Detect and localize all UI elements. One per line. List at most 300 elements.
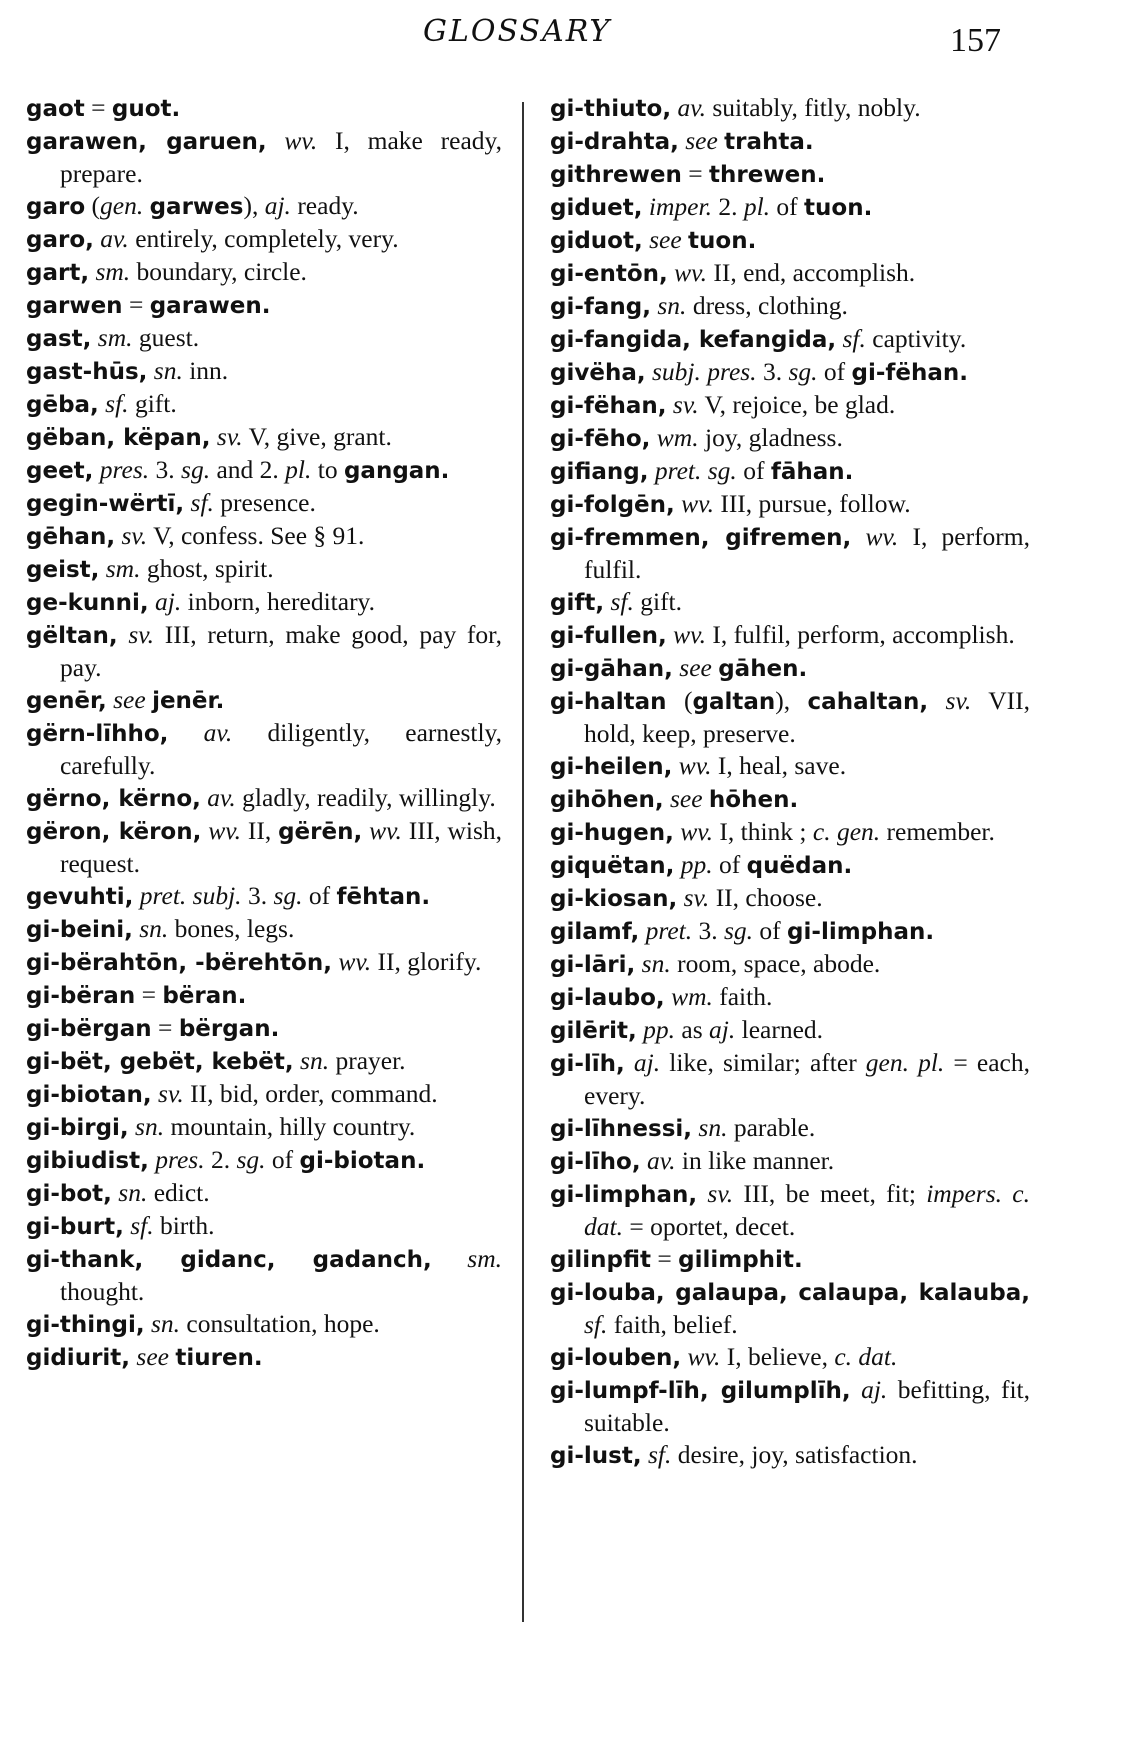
grammar-abbrev: sg. [723, 916, 754, 945]
grammar-abbrev: sv. [128, 620, 155, 649]
grammar-abbrev: see [679, 653, 712, 682]
headword: gi-folgēn, [550, 492, 675, 518]
headword: gi-laubo, [550, 985, 665, 1011]
glossary-entry [550, 586, 1030, 619]
headword: gi-biotan. [299, 1148, 426, 1174]
headword: gidiurit, [26, 1345, 131, 1371]
glossary-entry [26, 1243, 502, 1308]
headword: gi-beini, [26, 917, 133, 943]
glossary-entry [26, 125, 502, 190]
glossary-entry [26, 454, 502, 487]
grammar-abbrev: pp. [643, 1015, 676, 1044]
glossary-entry [550, 257, 1030, 290]
grammar-abbrev: wm. [671, 982, 713, 1011]
headword: gilinpfit [550, 1247, 651, 1273]
definition-text: in like manner. [675, 1146, 835, 1175]
headword: geist, [26, 557, 100, 583]
glossary-entry [26, 815, 502, 880]
headword: gërno, kërno, [26, 786, 201, 812]
headword: gi-louba, galaupa, calaupa, kalauba, [550, 1280, 1030, 1306]
glossary-entry [550, 849, 1030, 882]
glossary-entry [550, 323, 1030, 356]
definition-text: faith, belief. [607, 1310, 738, 1339]
definition-text: prayer. [329, 1046, 406, 1075]
definition-text: ( [666, 686, 693, 715]
glossary-entry [550, 783, 1030, 816]
grammar-abbrev: sv. [683, 883, 710, 912]
headword: genēr, [26, 688, 107, 714]
grammar-abbrev: wv. [865, 522, 899, 551]
grammar-abbrev: sn. [139, 914, 169, 943]
headword: giduet, [550, 195, 643, 221]
definition-text: I, think ; [713, 817, 813, 846]
definition-text: gladly, readily, willingly. [235, 783, 496, 812]
grammar-abbrev: aj. [633, 1048, 661, 1077]
headword: gi-gāhan, [550, 656, 673, 682]
definition-text [118, 620, 129, 649]
glossary-entry [26, 322, 502, 355]
grammar-abbrev: sm. [105, 554, 141, 583]
glossary-entry [550, 158, 1030, 191]
glossary-entry [550, 981, 1030, 1014]
glossary-entry [26, 355, 502, 388]
headword: gi-bët, gebët, kebët, [26, 1049, 294, 1075]
definition-text: = [122, 290, 150, 319]
glossary-entry [26, 190, 502, 223]
headword: gi-haltan [550, 689, 667, 715]
grammar-abbrev: sv. [121, 521, 148, 550]
glossary-entry [26, 388, 502, 421]
glossary-entry [26, 1341, 502, 1374]
definition-text: III, be meet, fit; [733, 1179, 927, 1208]
grammar-abbrev: see [136, 1342, 169, 1371]
headword: gëron, këron, [26, 819, 202, 845]
headword: gi-drahta, [550, 129, 679, 155]
headword: fēhtan. [336, 884, 431, 910]
headword: trahta. [724, 129, 814, 155]
glossary-entry [550, 1047, 1030, 1112]
definition-text: III, pursue, follow. [713, 489, 911, 518]
headword: gi-fēho, [550, 426, 651, 452]
headword: gëban, këpan, [26, 425, 211, 451]
definition-text [697, 1179, 707, 1208]
definition-text: I, heal, save. [711, 751, 847, 780]
glossary-entry [26, 782, 502, 815]
grammar-abbrev: pres. [99, 455, 150, 484]
definition-text: gift. [633, 587, 683, 616]
definition-text: II, bid, order, command. [183, 1079, 438, 1108]
definition-text [267, 126, 285, 155]
glossary-entry [26, 520, 502, 553]
glossary-entry [550, 125, 1030, 158]
glossary-entry [550, 685, 1030, 750]
glossary-entry [550, 1341, 1030, 1374]
headword: gi-fëhan. [851, 360, 969, 386]
page-number: 157 [950, 22, 1001, 59]
headword: gi-fangida, kefangida, [550, 327, 837, 353]
headword: galtan [692, 689, 776, 715]
definition-text: bones, legs. [168, 914, 295, 943]
definition-text: presence. [213, 488, 316, 517]
definition-text: of [265, 1145, 300, 1174]
glossary-entry [26, 586, 502, 619]
column-divider [522, 102, 524, 1622]
glossary-entry [26, 979, 502, 1012]
definition-text: 3. [692, 916, 724, 945]
headword: gaot [26, 96, 85, 122]
grammar-abbrev: aj. [709, 1015, 736, 1044]
definition-text: of [302, 881, 337, 910]
grammar-abbrev: wv. [673, 620, 706, 649]
grammar-abbrev: wv. [680, 817, 714, 846]
definition-text: V, confess. See § 91. [147, 521, 365, 550]
headword: ge-kunni, [26, 590, 149, 616]
grammar-abbrev: gen. pl. [865, 1048, 945, 1077]
definition-text: of [817, 357, 852, 386]
definition-text: edict. [147, 1178, 210, 1207]
definition-text: of [736, 456, 771, 485]
grammar-abbrev: av. [646, 1146, 676, 1175]
glossary-entry [550, 92, 1030, 125]
headword: garo, [26, 227, 94, 253]
headword: gilimphit. [678, 1247, 803, 1273]
grammar-abbrev: wv. [208, 816, 242, 845]
glossary-entry [26, 880, 502, 913]
definition-text: 3. [149, 455, 182, 484]
definition-text: inborn, hereditary. [181, 587, 376, 616]
definition-text: consultation, hope. [180, 1309, 380, 1338]
definition-text: and 2. [210, 455, 286, 484]
glossary-entry [550, 224, 1030, 257]
headword: garwen [26, 293, 123, 319]
definition-text: V, rejoice, be glad. [698, 390, 896, 419]
grammar-abbrev: pret. sg. [654, 456, 737, 485]
headword: givëha, [550, 360, 646, 386]
headword: gi-burt, [26, 1214, 124, 1240]
definition-text: dress, clothing. [686, 291, 848, 320]
headword: gi-limphan, [550, 1182, 698, 1208]
definition-text [625, 1048, 634, 1077]
glossary-entry [550, 389, 1030, 422]
definition-text: III, return, make good, pay for, pay. [60, 620, 502, 682]
definition-text: ), [243, 191, 265, 220]
glossary-entry [550, 1014, 1030, 1047]
glossary-entry [550, 290, 1030, 323]
definition-text: 3. [756, 357, 789, 386]
headword: tuon. [804, 195, 873, 221]
glossary-column-right [550, 92, 1030, 1472]
grammar-abbrev: wv. [674, 258, 707, 287]
headword: gi-kiosan, [550, 886, 678, 912]
glossary-entry [550, 915, 1030, 948]
glossary-entry [550, 1374, 1030, 1439]
definition-text: V, give, grant. [242, 422, 392, 451]
glossary-entry [550, 356, 1030, 389]
grammar-abbrev: sn. [641, 949, 671, 978]
definition-text: III, wish, request. [60, 816, 503, 878]
glossary-entry [26, 289, 502, 322]
glossary-entry [26, 256, 502, 289]
definition-text [432, 1244, 468, 1273]
grammar-abbrev: sf. [190, 488, 214, 517]
definition-text: II, glorify. [371, 947, 482, 976]
grammar-abbrev: av. [207, 783, 236, 812]
headword: gāhen. [718, 656, 808, 682]
definition-text: joy, gladness. [698, 423, 843, 452]
grammar-abbrev: av. [203, 718, 233, 747]
definition-text: I, perform, fulfil. [584, 522, 1031, 584]
glossary-entry [550, 1112, 1030, 1145]
glossary-entry [550, 521, 1030, 586]
grammar-abbrev: sg. [236, 1145, 266, 1174]
definition-text [851, 522, 865, 551]
glossary-entry [550, 1439, 1030, 1472]
grammar-abbrev: sf. [610, 587, 634, 616]
grammar-abbrev: pret. [645, 916, 693, 945]
headword: gi-heilen, [550, 754, 673, 780]
headword: gi-entōn, [550, 261, 668, 287]
definition-text: = [681, 159, 710, 188]
headword: gi-birgi, [26, 1115, 129, 1141]
headword: gihōhen, [550, 787, 664, 813]
headword: gi-fang, [550, 294, 651, 320]
headword: gi-lumpf-līh, gilumplīh, [550, 1378, 851, 1404]
headword: gi-fëhan, [550, 393, 667, 419]
headword: gast, [26, 326, 92, 352]
definition-text: faith. [712, 982, 773, 1011]
glossary-entry [26, 946, 502, 979]
grammar-abbrev: wv. [687, 1342, 721, 1371]
definition-text: 3. [241, 881, 274, 910]
definition-text: VII, hold, keep, preserve. [584, 686, 1030, 748]
headword: jenēr. [152, 688, 225, 714]
definition-text: 2. [204, 1145, 237, 1174]
grammar-abbrev: sm. [467, 1244, 503, 1273]
definition-text: = [651, 1244, 679, 1273]
definition-text: birth. [153, 1211, 215, 1240]
headword: garawen. [149, 293, 271, 319]
grammar-abbrev: sg. [273, 881, 303, 910]
grammar-abbrev: sf. [647, 1440, 672, 1469]
grammar-abbrev: see [113, 685, 146, 714]
grammar-abbrev: sv. [672, 390, 699, 419]
grammar-abbrev: c. dat. [834, 1342, 898, 1371]
grammar-abbrev: sf. [105, 389, 129, 418]
headword: garawen, garuen, [26, 129, 267, 155]
grammar-abbrev: pl. [285, 455, 312, 484]
glossary-entry [26, 684, 502, 717]
glossary-entry [550, 750, 1030, 783]
glossary-entry [26, 717, 502, 782]
definition-text: inn. [182, 356, 229, 385]
headword: gërēn, [278, 819, 363, 845]
headword: gart, [26, 260, 90, 286]
headword: gi-hugen, [550, 820, 674, 846]
grammar-abbrev: sv. [707, 1179, 734, 1208]
definition-text: learned. [735, 1015, 824, 1044]
glossary-entry [26, 92, 502, 125]
headword: giduot, [550, 228, 643, 254]
glossary-entry [26, 1045, 502, 1078]
definition-text: II, end, accomplish. [706, 258, 916, 287]
grammar-abbrev: sv. [158, 1079, 184, 1108]
definition-text: like, similar; after [660, 1048, 866, 1077]
headword: gifiang, [550, 459, 649, 485]
grammar-abbrev: sf. [130, 1211, 154, 1240]
headword: gēhan, [26, 524, 116, 550]
grammar-abbrev: wv. [681, 489, 714, 518]
definition-text: I, fulfil, perform, accomplish. [705, 620, 1015, 649]
glossary-column-left [26, 92, 502, 1374]
headword: gi-lust, [550, 1443, 642, 1469]
definition-text: captivity. [865, 324, 967, 353]
glossary-entry [550, 455, 1030, 488]
definition-text: of [712, 850, 747, 879]
glossary-entry [550, 619, 1030, 652]
headword: gi-louben, [550, 1345, 682, 1371]
headword: guot. [111, 96, 181, 122]
definition-text: of [770, 192, 805, 221]
grammar-abbrev: aj. [861, 1375, 888, 1404]
glossary-entry [26, 1177, 502, 1210]
grammar-abbrev: pres. [155, 1145, 205, 1174]
definition-text: thought. [60, 1277, 145, 1306]
headword: gevuhti, [26, 884, 134, 910]
headword: bëran. [162, 983, 247, 1009]
definition-text: desire, joy, satisfaction. [671, 1440, 918, 1469]
grammar-abbrev: impers. c. dat. [584, 1179, 1030, 1241]
headword: gi-thingi, [26, 1312, 145, 1338]
definition-text: parable. [727, 1113, 816, 1142]
headword: garo [26, 194, 86, 220]
definition-text: entirely, completely, very. [128, 224, 399, 253]
grammar-abbrev: sn. [135, 1112, 165, 1141]
grammar-abbrev: wv. [678, 751, 712, 780]
glossary-entry [26, 1308, 502, 1341]
grammar-abbrev: aj. [264, 191, 291, 220]
grammar-abbrev: gen. [100, 191, 144, 220]
headword: gi-bot, [26, 1181, 112, 1207]
glossary-entry [26, 1012, 502, 1045]
definition-text: = [84, 93, 112, 122]
grammar-abbrev: sn. [300, 1046, 330, 1075]
grammar-abbrev: av. [677, 93, 706, 122]
grammar-abbrev: see [669, 784, 703, 813]
definition-text: = [151, 1013, 179, 1042]
glossary-entry [550, 1243, 1030, 1276]
definition-text [851, 1375, 861, 1404]
definition-text: suitably, fitly, nobly. [706, 93, 921, 122]
headword: tiuren. [175, 1345, 263, 1371]
headword: gangan. [343, 458, 450, 484]
headword: geet, [26, 458, 94, 484]
grammar-abbrev: wm. [656, 423, 699, 452]
glossary-entry [26, 1210, 502, 1243]
grammar-abbrev: sg. [181, 455, 211, 484]
headword: gi-fullen, [550, 623, 667, 649]
headword: fāhan. [770, 459, 854, 485]
glossary-entry [550, 948, 1030, 981]
headword: gi-līho, [550, 1149, 641, 1175]
headword: gëltan, [26, 623, 118, 649]
headword: gi-thank, gidanc, gadanch, [26, 1247, 432, 1273]
glossary-entry [550, 488, 1030, 521]
definition-text: = [135, 980, 163, 1009]
grammar-abbrev: pl. [743, 192, 771, 221]
headword: gast-hūs, [26, 359, 148, 385]
headword: giquëtan, [550, 853, 675, 879]
glossary-entry [26, 1078, 502, 1111]
definition-text: boundary, circle. [130, 257, 307, 286]
definition-text: ready. [290, 191, 359, 220]
headword: gi-līhnessi, [550, 1116, 693, 1142]
definition-text: 2. [711, 192, 744, 221]
headword: garwes [149, 194, 244, 220]
definition-text: mountain, hilly country. [164, 1112, 416, 1141]
grammar-abbrev: subj. pres. [651, 357, 757, 386]
glossary-entry [26, 223, 502, 256]
definition-text: befitting, fit, suitable. [584, 1375, 1030, 1437]
definition-text: guest. [132, 323, 200, 352]
glossary-entry [26, 421, 502, 454]
definition-text: remember. [880, 817, 995, 846]
headword: gi-bërgan [26, 1016, 152, 1042]
grammar-abbrev: sn. [118, 1178, 148, 1207]
grammar-abbrev: sn. [150, 1309, 181, 1338]
glossary-entry [550, 882, 1030, 915]
glossary-entry [26, 913, 502, 946]
headword: gërn-līhho, [26, 721, 169, 747]
headword: githrewen [550, 162, 682, 188]
grammar-abbrev: wv. [338, 947, 372, 976]
definition-text: as [675, 1015, 710, 1044]
glossary-entry [550, 191, 1030, 224]
glossary-entry [26, 553, 502, 586]
headword: gilamf, [550, 919, 640, 945]
grammar-abbrev: sn. [698, 1113, 728, 1142]
definition-text: = oportet, decet. [622, 1212, 796, 1241]
headword: threwen. [709, 162, 826, 188]
definition-text: = each, every. [584, 1048, 1030, 1110]
definition-text: ), [775, 686, 808, 715]
grammar-abbrev: sv. [945, 686, 972, 715]
glossary-entry [26, 1111, 502, 1144]
headword: gilērit, [550, 1018, 637, 1044]
headword: gi-lāri, [550, 952, 636, 978]
glossary-entry [26, 487, 502, 520]
glossary-entry [550, 652, 1030, 685]
grammar-abbrev: sf. [584, 1310, 608, 1339]
grammar-abbrev: sm. [95, 257, 131, 286]
glossary-entry [550, 1145, 1030, 1178]
headword: quëdan. [746, 853, 853, 879]
headword: gi-thiuto, [550, 96, 672, 122]
definition-text: gift. [128, 389, 177, 418]
definition-text [168, 718, 203, 747]
grammar-abbrev: aj. [155, 587, 182, 616]
definition-text: ( [85, 191, 101, 220]
grammar-abbrev: pp. [680, 850, 713, 879]
grammar-abbrev: see [649, 225, 682, 254]
headword: bërgan. [178, 1016, 280, 1042]
running-header-title: GLOSSARY [423, 14, 612, 49]
grammar-abbrev: av. [100, 224, 129, 253]
grammar-abbrev: sm. [97, 323, 133, 352]
headword: gi-limphan. [787, 919, 935, 945]
glossary-entry [550, 816, 1030, 849]
grammar-abbrev: sv. [216, 422, 243, 451]
grammar-abbrev: wv. [284, 126, 318, 155]
